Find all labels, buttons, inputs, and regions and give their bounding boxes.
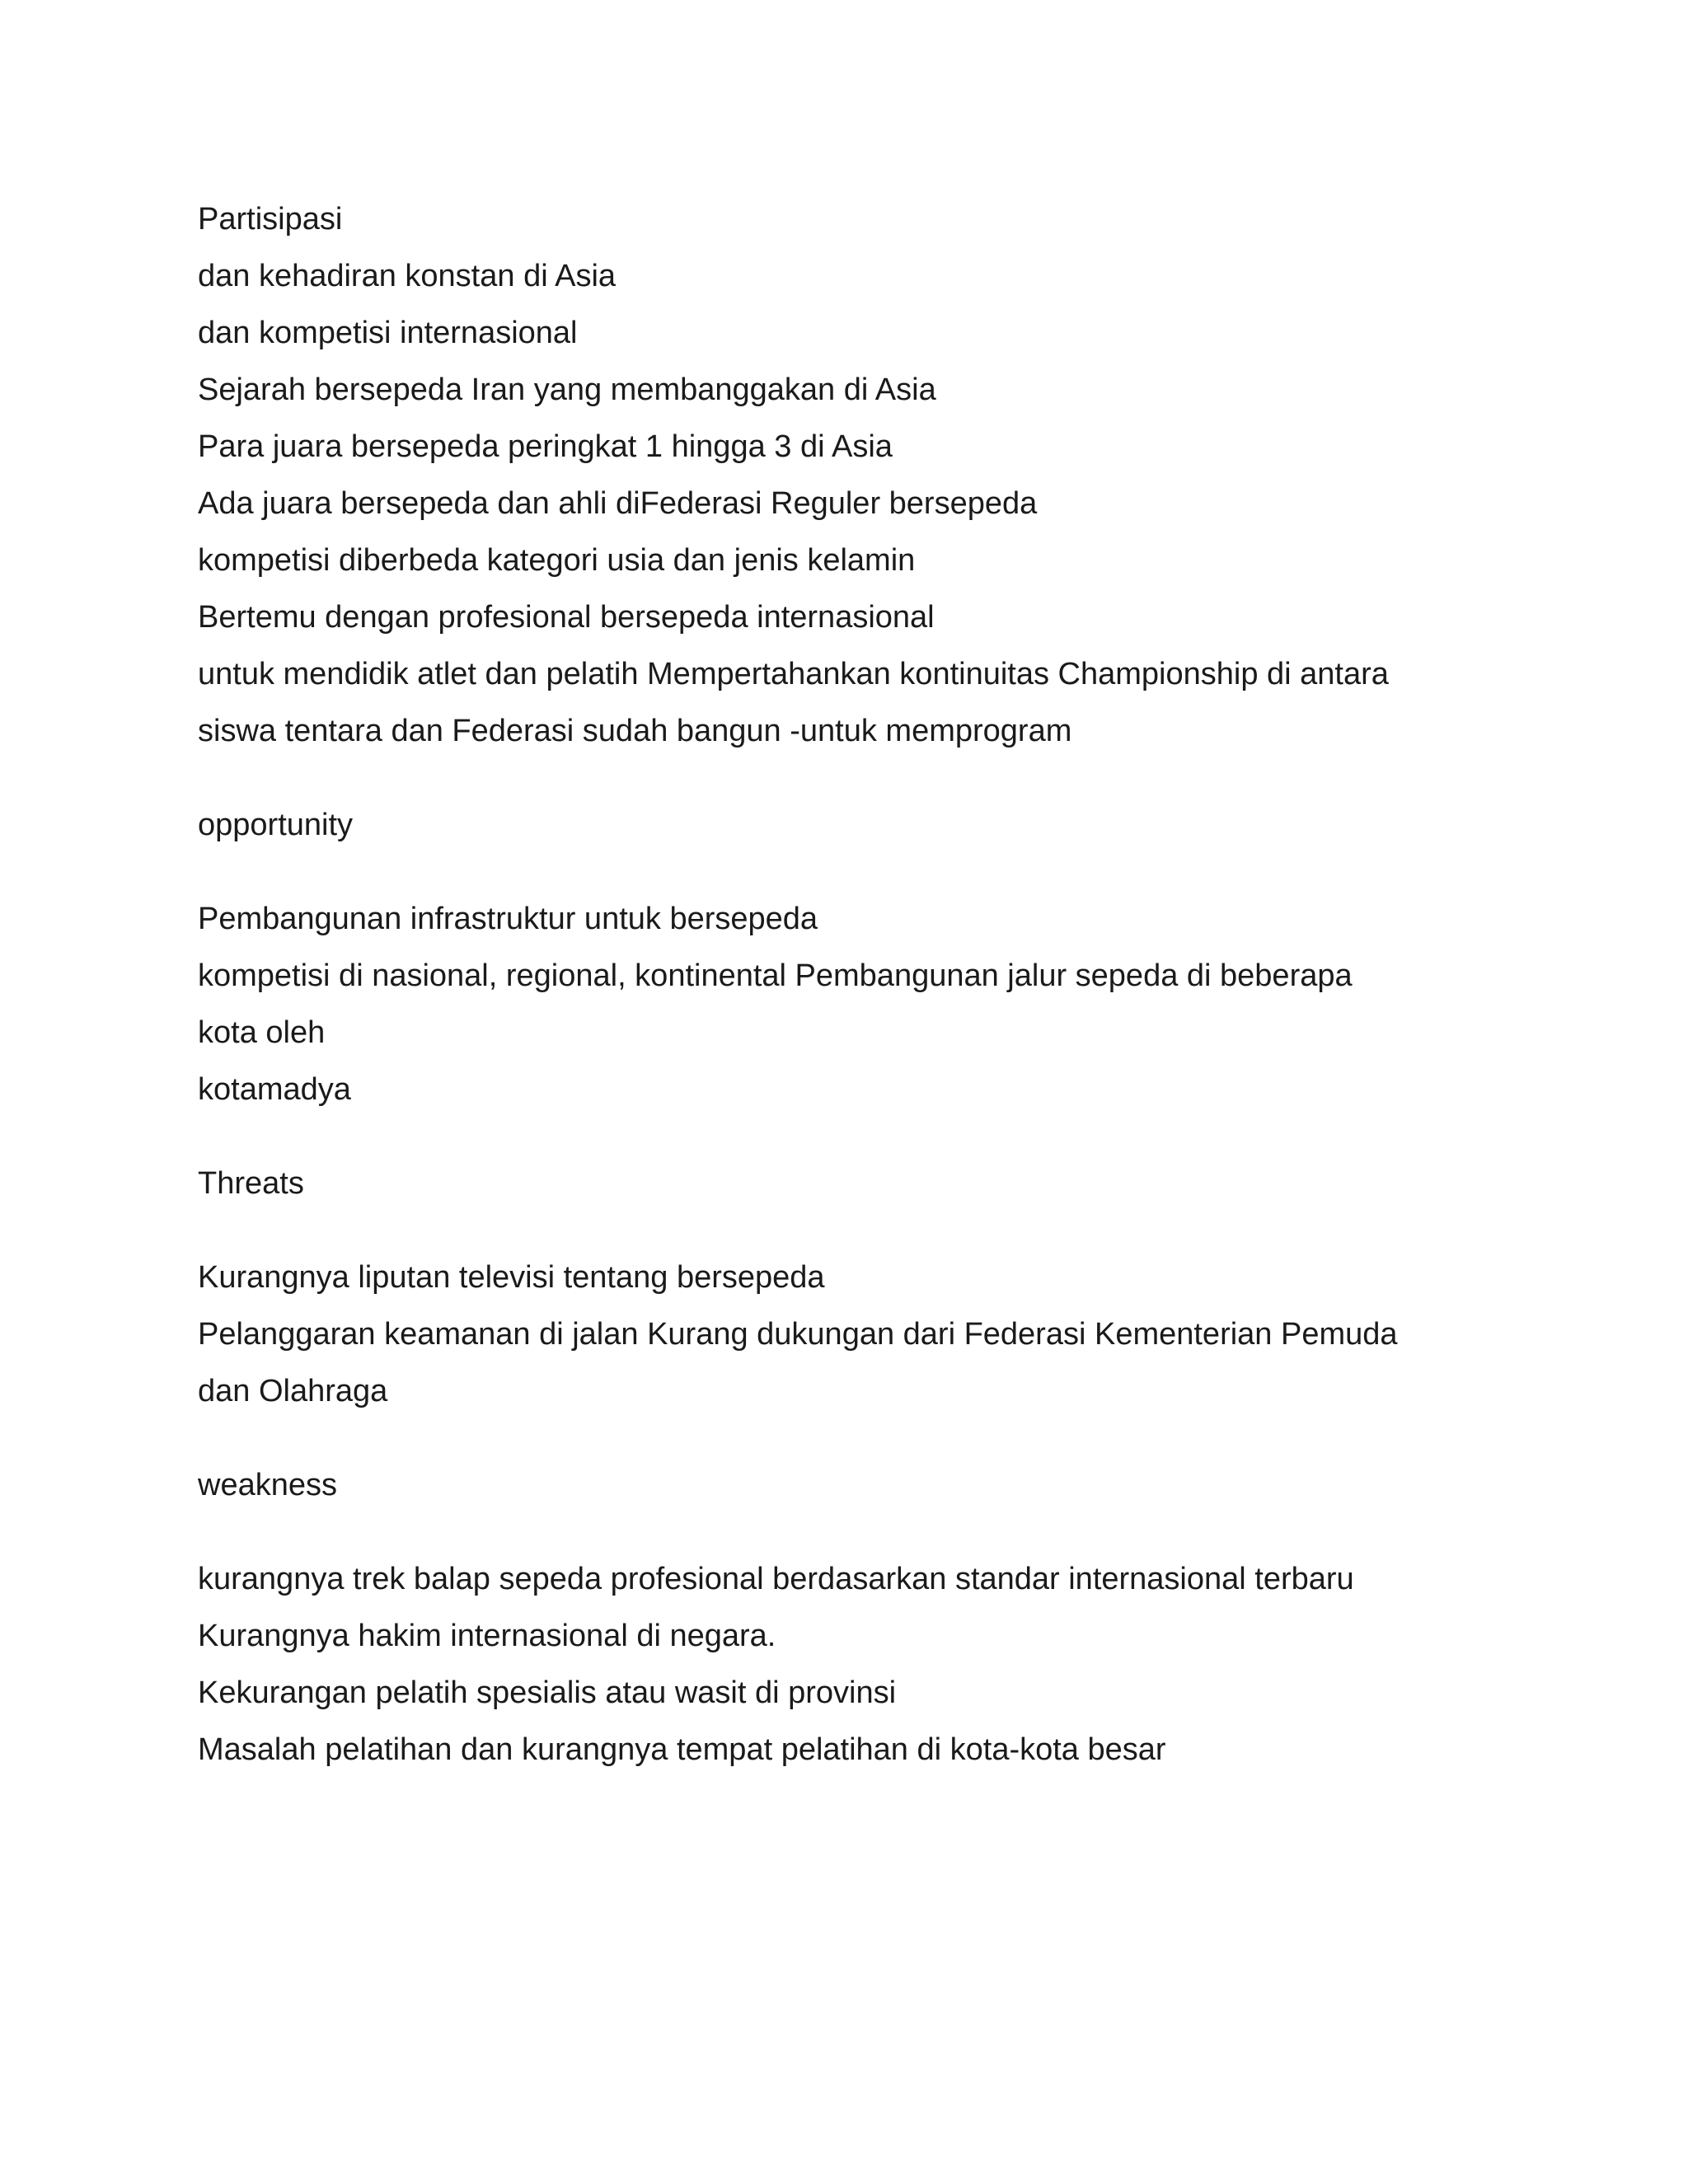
text-line: Pelanggaran keamanan di jalan Kurang dukungan dari Federasi Kementerian Pemuda bbox=[198, 1317, 1398, 1352]
text-line: Sejarah bersepeda Iran yang membanggakan di Asia bbox=[198, 373, 936, 407]
text-line: Kurangnya liputan televisi tentang bersepeda bbox=[198, 1260, 825, 1295]
weakness-heading: weakness bbox=[198, 1468, 337, 1502]
document-body bbox=[198, 191, 1517, 1779]
text-line: kota oleh bbox=[198, 1015, 326, 1050]
text-line: Pembangunan infrastruktur untuk bersepeda bbox=[198, 902, 818, 936]
text-line: Masalah pelatihan dan kurangnya tempat pelatihan di kota-kota besar bbox=[198, 1732, 1166, 1767]
strengths-section bbox=[198, 191, 1517, 760]
text-line: kurangnya trek balap sepeda profesional berdasarkan standar internasional terbaru bbox=[198, 1562, 1354, 1596]
text-line: dan kehadiran konstan di Asia bbox=[198, 259, 617, 293]
text-line: Kekurangan pelatih spesialis atau wasit di provinsi bbox=[198, 1675, 897, 1710]
threats-section bbox=[198, 1155, 1517, 1420]
heading-spacer bbox=[198, 854, 1517, 891]
heading-spacer bbox=[198, 1212, 1517, 1249]
section-spacer bbox=[198, 1118, 1517, 1155]
text-line: Kurangnya hakim internasional di negara. bbox=[198, 1619, 776, 1653]
text-line: kotamadya bbox=[198, 1072, 351, 1107]
text-line: Bertemu dengan profesional bersepeda internasional bbox=[198, 600, 935, 635]
weakness-section bbox=[198, 1457, 1517, 1779]
text-line: dan kompetisi internasional bbox=[198, 316, 578, 350]
text-line: Partisipasi bbox=[198, 202, 343, 237]
section-spacer bbox=[198, 1420, 1517, 1457]
heading-spacer bbox=[198, 1514, 1517, 1551]
threats-heading: Threats bbox=[198, 1166, 304, 1201]
text-line: siswa tentara dan Federasi sudah bangun -untuk memprogram bbox=[198, 714, 1072, 748]
opportunity-heading: opportunity bbox=[198, 808, 354, 842]
text-line: kompetisi diberbeda kategori usia dan jenis kelamin bbox=[198, 543, 916, 578]
text-line: Ada juara bersepeda dan ahli diFederasi Reguler bersepeda bbox=[198, 486, 1038, 521]
text-line: Para juara bersepeda peringkat 1 hingga 3 di Asia bbox=[198, 429, 893, 464]
text-line: kompetisi di nasional, regional, kontinental Pembangunan jalur sepeda di beberapa bbox=[198, 958, 1353, 993]
text-line: dan Olahraga bbox=[198, 1374, 388, 1408]
opportunity-section bbox=[198, 797, 1517, 1118]
text-line: untuk mendidik atlet dan pelatih Mempertahankan kontinuitas Championship di antara bbox=[198, 657, 1389, 691]
section-spacer bbox=[198, 760, 1517, 797]
